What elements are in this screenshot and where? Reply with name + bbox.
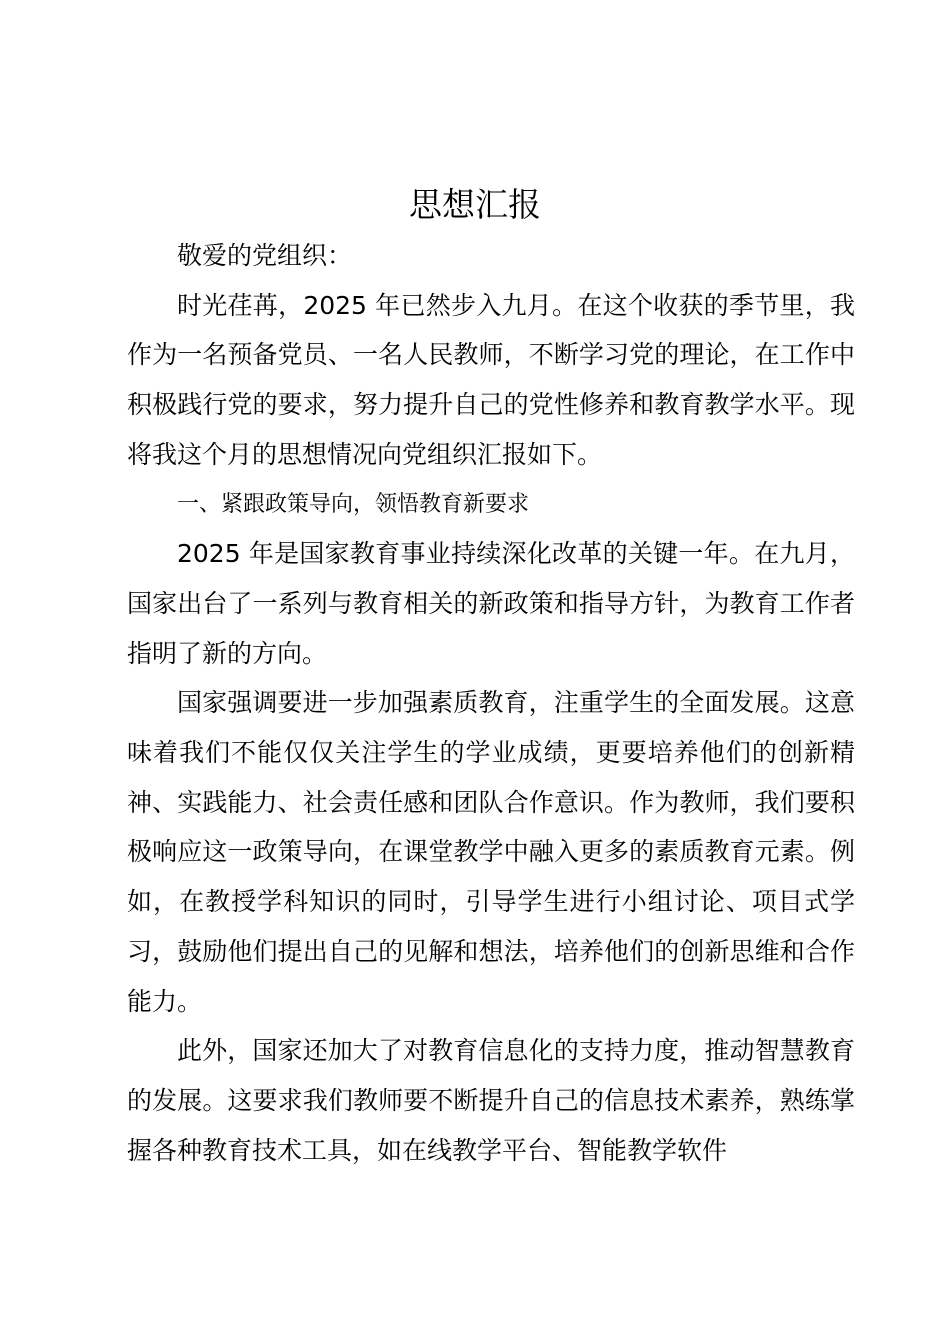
paragraph: 此外，国家还加大了对教育信息化的支持力度，推动智慧教育的发展。这要求我们教师要不断提升自己的信息技术素养，熟练掌握各种教育技术工具，如在线教学平台、智能教学软件 — [127, 1036, 855, 1165]
document-body — [127, 231, 855, 1175]
salutation: 敬爱的党组织： — [177, 241, 353, 270]
document-title: 思想汇报 — [409, 185, 541, 224]
paragraph: 2025 年是国家教育事业持续深化改革的关键一年。在九月，国家出台了一系列与教育相关的新政策和指导方针，为教育工作者指明了新的方向。 — [127, 539, 855, 668]
section-heading-1: 一、紧跟政策导向，领悟教育新要求 — [177, 491, 530, 517]
paragraph-intro: 时光荏苒，2025 年已然步入九月。在这个收获的季节里，我作为一名预备党员、一名人民教师，不断学习党的理论，在工作中积极践行党的要求，努力提升自己的党性修养和教育教学水平。现将我这个月的思想情况向党组织汇报如下。 — [127, 290, 855, 469]
paragraph: 国家强调要进一步加强素质教育，注重学生的全面发展。这意味着我们不能仅仅关注学生的学业成绩，更要培养他们的创新精神、实践能力、社会责任感和团队合作意识。作为教师，我们要积极响应这一政策导向，在课堂教学中融入更多的素质教育元素。例如，在教授学科知识的同时，引导学生进行小组讨论、项目式学习，鼓励他们提出自己的见解和想法，培养他们的创新思维和合作能力。 — [127, 688, 855, 1016]
